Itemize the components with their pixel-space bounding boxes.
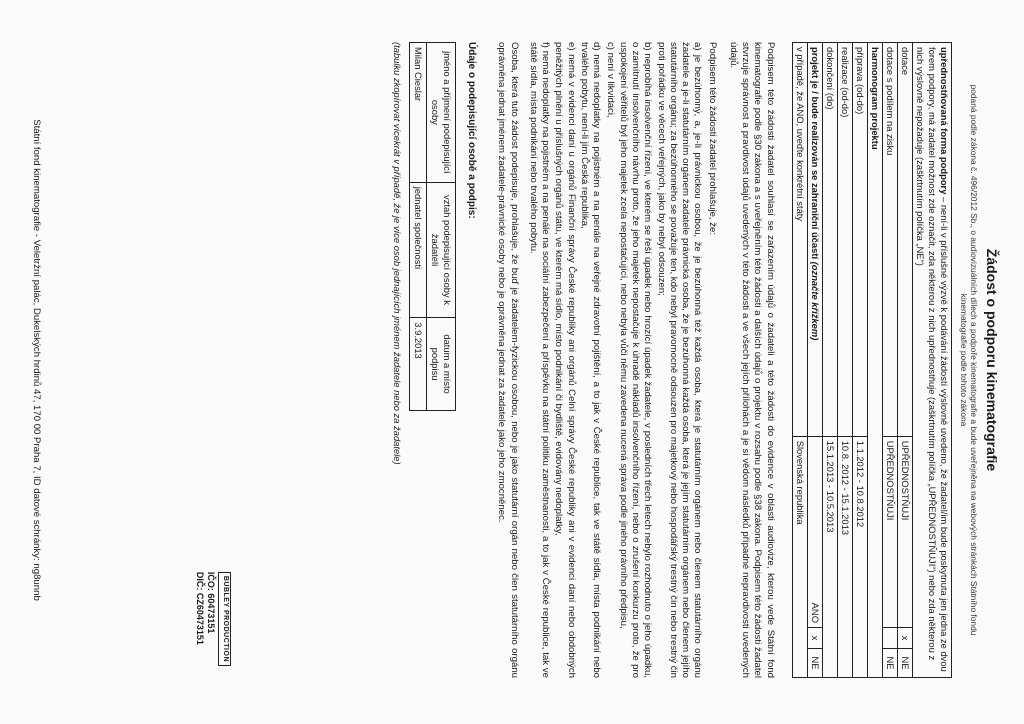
support-preference-heading: upřednostňovaná forma podpory [939,47,951,195]
schedule-row [837,43,852,678]
support-preference-text: – není-li v příslušné výzvě k podávání žádostí výslovně uvedeno, že žadatel/im bude poskytnuta jen jedna ze dvou forem podpory, má žadatel možnost zde označit, zda některou z nich upřednostňuje (zaškrtnutím políčka „UPŘEDNOSTŇUJI“) nebo zda některou z nich výslovně nepožaduje (zaškrtnutím políčka „NE“) [915,47,951,672]
table-copy-note: (tabulku zkopírovat vícekrát v případě, že je více osob jednajících jménem žadatele nebo za žadatele) [392,42,404,465]
foreign-ano: ANO [807,436,822,627]
foreign-participation-question [807,43,822,437]
signatory-note: Osoba, která tuto žádost podepisuje, prohlašuje, že buď je žadatelem-fyzickou osobou, nebo je jako statutární orgán nebo člen statutárního orgánu oprávněna jednat jménem žadatele-právnické osoby nebo je oprávněna jednat za žadatele jako jeho zmocněnec. [496,42,520,678]
schedule-row-label: příprava (od-do) [852,43,867,437]
page-footer: Státní fond kinematografie - Veletržní palác, Dukelských hrdinů 47, 170 00 Praha 7, ID datové schránky: ng8unnb [31,119,42,601]
schedule-row-value: 1.1.2012 - 10.8.2012 [852,436,867,677]
declaration-item: d) nemá nedoplatky na pojistném a na penále na veřejné zdravotní pojištění, a to jak v České republice, tak ve státě sídla, místa podnikání nebo trvalého pobytu, není-li jím Česká republika, [579,42,603,678]
declaration-intro: Podpisem této žádosti žadatel souhlasí se zařazením údajů o žadateli a této žádosti do evidence v oblasti audiovize, kterou vede Státní fond kinematografie podle §30 zákona a s uveřejněním této žádosti a dalších údajů o projektu v rozsahu podle §38 zákona. Podpisem této žádosti žadatel stvrzuje správnost a pravdivost údajů uvedených v této žádosti a ve všech jejích přílohách a je si vědom následků případné nepravdivosti uvedených údajů. [727,42,776,678]
stamp-dic: DIČ: CZ60473151 [195,571,205,645]
declaration-item: c) není v likvidaci, [604,42,616,118]
support-row-no: NE [882,649,897,678]
foreign-countries-value: Slovenská republika [792,436,807,677]
foreign-question-text: projekt je / bude realizován se zahraniční účastí [809,47,821,260]
support-row-mark: x [897,628,912,649]
schedule-row-value: 10.8. 2012 - 15.1.2013 [837,436,852,677]
support-row-prefer: UPŘEDNOSTŇUJI [882,436,897,627]
schedule-row-label: realizace (od-do) [837,43,852,437]
document-title: Žádost o podporu kinematografie [984,248,1000,472]
signatory-heading: Údaje o podepisující osobě a podpis: [466,42,478,219]
support-row-no: NE [897,649,912,678]
support-row [882,43,897,678]
declaration-item: e) nemá v evidenci daní u orgánů Finanční správy České republiky ani orgánů Celní správy České republiky ani v evidenci daní nebo obdobných peněžitých plnění u příslušných orgánů státu, ve kterém má sídlo, místo podnikání či bydliště, evidovány nedoplatky, [553,42,577,678]
declaration-lead: Podpisem této žádosti žadatel prohlašuje, že: [706,42,718,236]
schedule-row-label: dokončení (do) [822,43,837,437]
declarations-section [495,42,776,678]
support-preference-note [913,43,952,678]
sign-header-date: datum a místo podpisu [427,318,456,411]
support-row-label: dotace [897,43,912,437]
company-logo: BUBLEY PRODUCTION [218,572,231,666]
sign-header-name: jméno a příjmení podepisující osoby [427,43,456,183]
support-row-prefer: UPŘEDNOSTŇUJI [897,436,912,627]
company-stamp [194,572,232,666]
support-row [897,43,912,678]
sign-name: Milan Cieslar [410,43,427,183]
schedule-row-value: 15.1.2013 - 10.5.2013 [822,436,837,677]
stamp-ico: IČO: 60473151 [206,571,217,634]
declaration-item: f) nemá nedoplatky na pojistném a na penále na sociální zabezpečení a příspěvku na státní politiku zaměstnanosti, a to jak v České republice, tak ve státě sídla, místa podnikání nebo trvalého pobytu. [527,42,552,678]
declaration-item: b) neprobíhá insolvenční řízení, ve kterém se řeší úpadek nebo hrozící úpadek žadatele, v posledních třech letech nebylo rozhodnuto o jeho úpadku, o zamítnutí insolvenčního návrhu proto, že jeho majetek nepostačuje k úhradě nákladů insolvenčního řízení, nebo o zrušení konkurzu proto, že pro uspokojení věřitelů byl jeho majetek zcela nepostačující, nebo nebyla vůči němu zavedena nucená správa podle jiného právního předpisu, [617,42,654,678]
sign-header-relation: vztah podepisující osoby k žadateli [427,182,456,318]
support-row-mark [882,628,897,649]
schedule-row [852,43,867,678]
schedule-row [822,43,837,678]
support-row-label: dotace s podílem na zisku [882,43,897,437]
declaration-item: a) je bezúhonný, a, je-li právnickou osobou, že je bezúhonná též každá osoba, která je statutárním orgánem nebo členem statutárního orgánu žadatele a je-li statutárním orgánem žadatele právnická osoba, že je bezúhonná každá osoba, která je jejím statutárním orgánem nebo členem jejího statutárního orgánu; za bezúhonného se považuje ten, kdo nebyl pravomocně odsouzen pro majetkový nebo hospodářský trestný čin nebo trestný čin proti pořádku ve věcech veřejných, jako by nebyl odsouzen; [655,42,704,678]
document-subtitle: podaná podle zákona č. 496/2012 Sb., o audiovizuálních dílech a podpoře kinematografie a bude uveřejněna na webových stránkách Státního fondu kinematografie podle tohoto zákona [958,84,980,636]
sign-relation: jednatel společnosti [410,182,427,318]
support-form-table [792,42,952,678]
signatory-table [409,42,456,411]
foreign-ne: NE [807,649,822,678]
sign-date: 3.9.2013 [410,318,427,411]
schedule-heading: harmonogram projektu [867,43,882,678]
foreign-countries-label: v případě, že ANO, uveďte konkrétní státy [792,43,807,437]
foreign-mark: x [807,628,822,649]
foreign-question-hint: (označte křížkem) [809,261,821,341]
